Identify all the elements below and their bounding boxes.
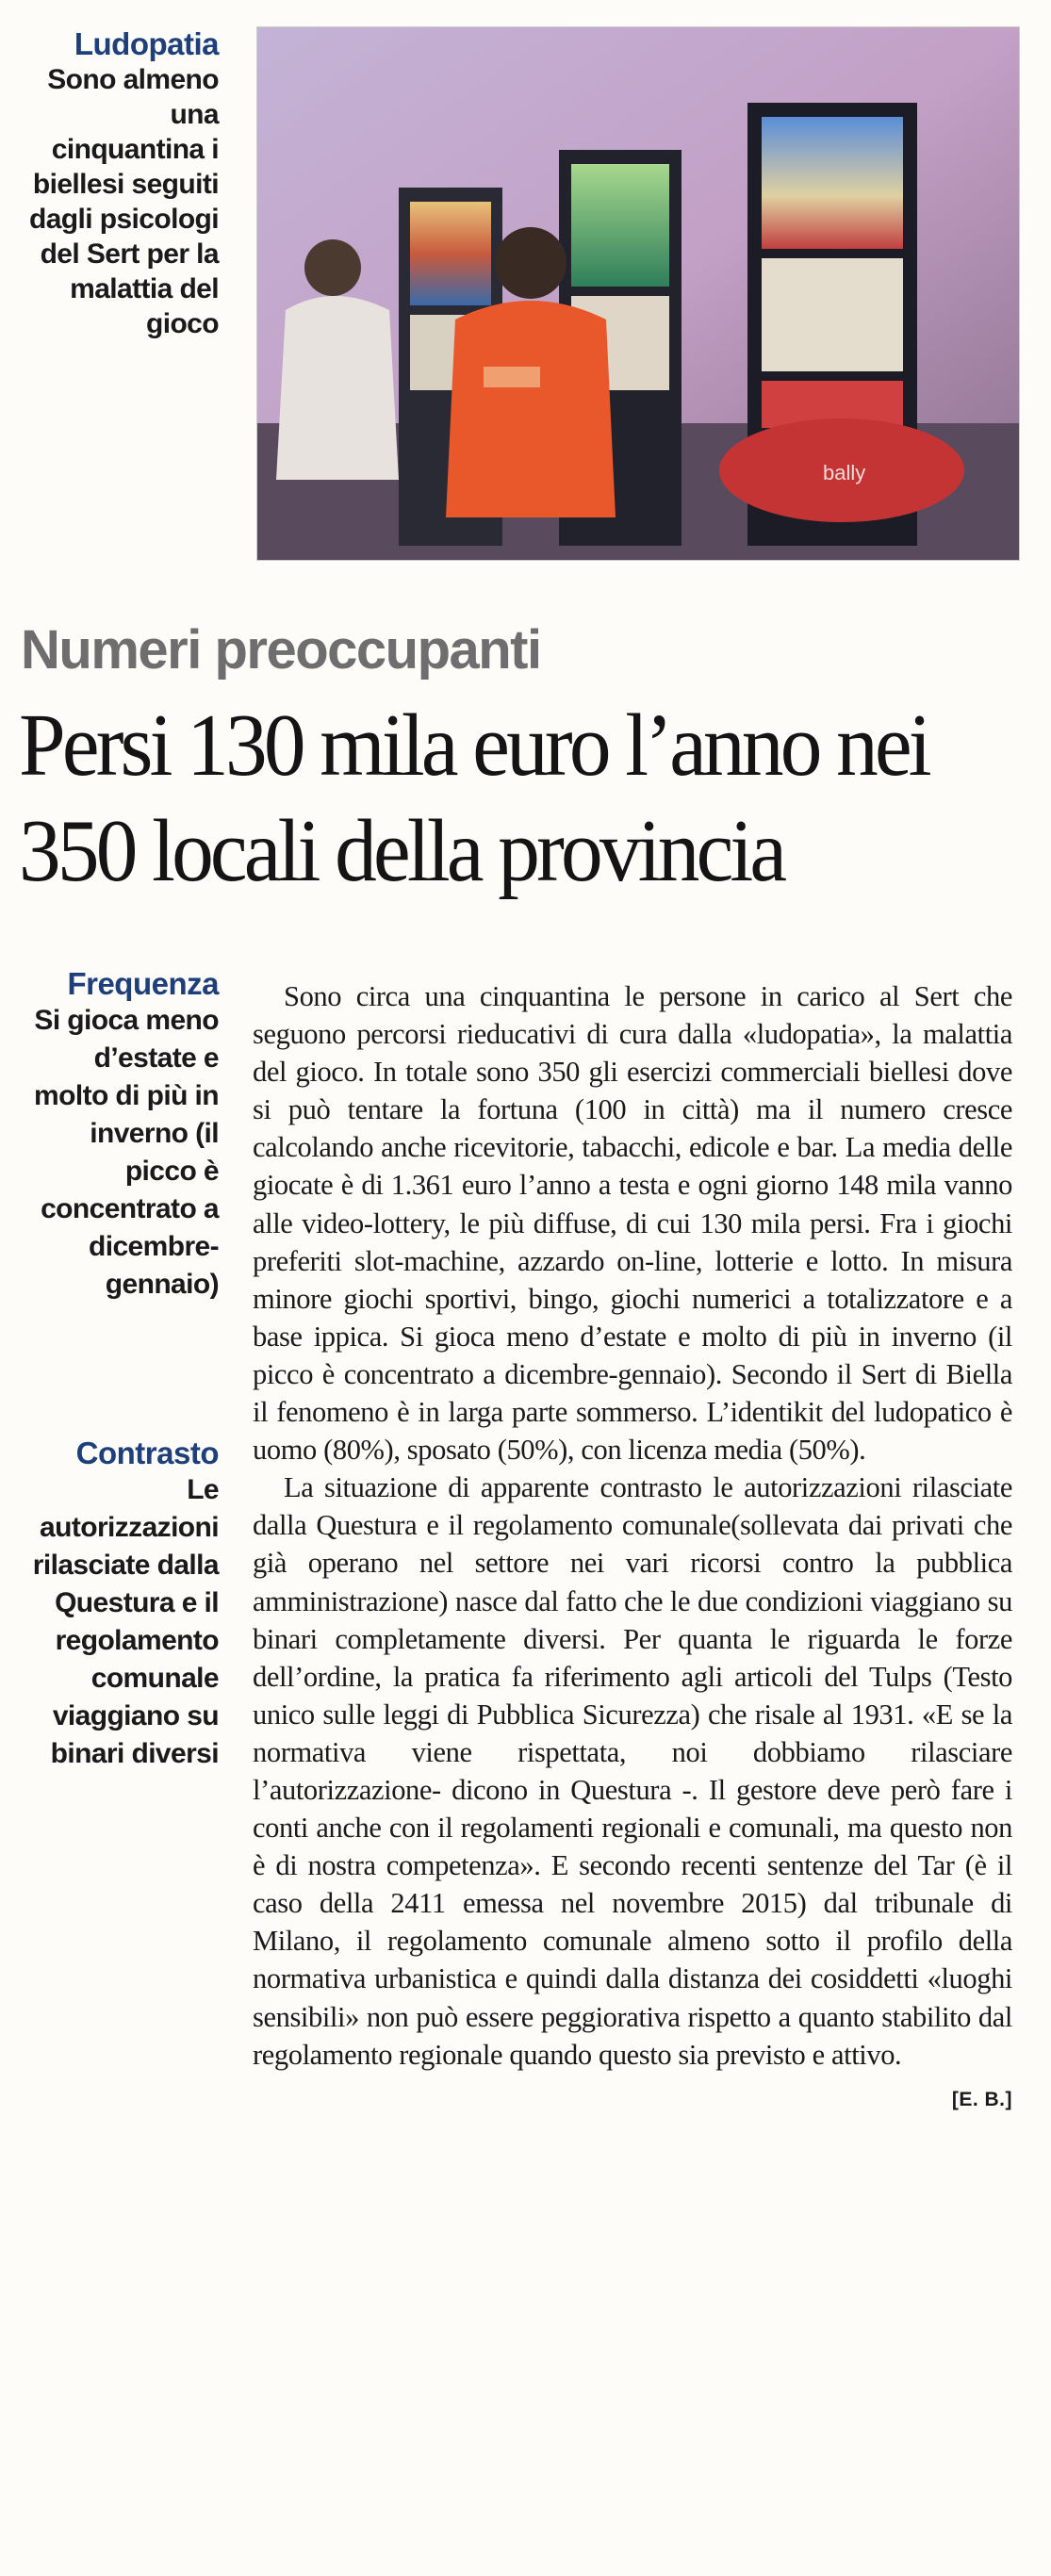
- overline: Numeri preoccupanti: [21, 619, 541, 681]
- article-paragraph: La situazione di apparente contrasto le autorizzazioni rilasciate dalla Questura e il regolamento comunale(sollevata dai privati che già operano nel settore nei vari ricorsi contro la pubblica amministrazione) nasce dal fatto che le due condizioni viaggiano su binari completamente diversi. Per quanta le riguarda le forze dell’ordine, la pratica fa riferimento agli articoli del Tulps (Testo unico sulle leggi di Pubblica Sicurezza) che risale al 1931. «E se la normativa viene rispettata, noi dobbiamo rilasciare l’autorizzazione- dicono in Questura -. Il gestore deve però fare i conti anche con il regolamenti regionali e comunali, ma questo non è di nostra competenza». E secondo recenti sentenze del Tar (è il caso della 2411 emessa nel novembre 2015) dal tribunale di Milano, il regolamento comunale almeno sotto il profilo della normativa urbanistica e quindi dalla distanza dei cosiddetti «luoghi sensibili» non può essere peggiorativa rispetto a quanto stabilito dal regolamento regionale quando questo sia previsto e attivo.: [253, 1471, 1012, 2071]
- top-sidebar: [21, 26, 219, 341]
- sidebar-block-frequenza: [21, 966, 219, 1304]
- slot-machines-photo: [256, 26, 1020, 561]
- sidebar-block-contrasto: [21, 1436, 219, 1773]
- photo-brand-text: bally: [823, 461, 866, 484]
- article-paragraph: Sono circa una cinquantina le persone in carico al Sert che seguono percorsi rieducativi di cura dalla «ludopatia», la malattia del gioco. In totale sono 350 gli esercizi commerciali biellesi dove si può tentare la fortuna (100 in città) ma il numero cresce calcolando anche ricevitorie, tabacchi, edicole e bar. La media delle giocate è di 1.361 euro l’anno a testa e ogni giorno 148 mila vanno alle video-lottery, le più diffuse, di cui 130 mila persi. Fra i giochi preferiti slot-machine, azzardo on-line, lotterie e lotto. In misura minore giochi sportivi, bingo, giochi numerici a totalizzatore e a base ippica. Si gioca meno d’estate e molto di più in inverno (il picco è concentrato a dicembre-gennaio). Secondo il Sert di Biella il fenomeno è in larga parte sommerso. L’identikit del ludopatico è uomo (80%), sposato (50%), con licenza media (50%).: [253, 980, 1012, 1467]
- article-body: [253, 977, 1012, 2119]
- sidebar-kicker: Contrasto: [75, 1436, 219, 1470]
- sidebar-kicker: Frequenza: [67, 966, 219, 1001]
- photo-illustration: [257, 27, 1019, 560]
- sidebar-text: Le autorizzazioni rilasciate dalla Questura e il regolamento comunale viaggiano su binari diversi: [32, 1474, 219, 1769]
- headline: Persi 130 mila euro l’anno nei 350 locali della provincia: [19, 697, 928, 900]
- author-signature: [E. B.]: [951, 2088, 1012, 2110]
- top-sidebar-text: Sono almeno una cinquantina i biellesi seguiti dagli psicologi del Sert per la malattia del gioco: [28, 64, 219, 339]
- top-kicker: Ludopatia: [74, 26, 219, 61]
- sidebar-text: Si gioca meno d’estate e molto di più in inverno (il picco è concentrato a dicembre-gennaio): [34, 1005, 219, 1300]
